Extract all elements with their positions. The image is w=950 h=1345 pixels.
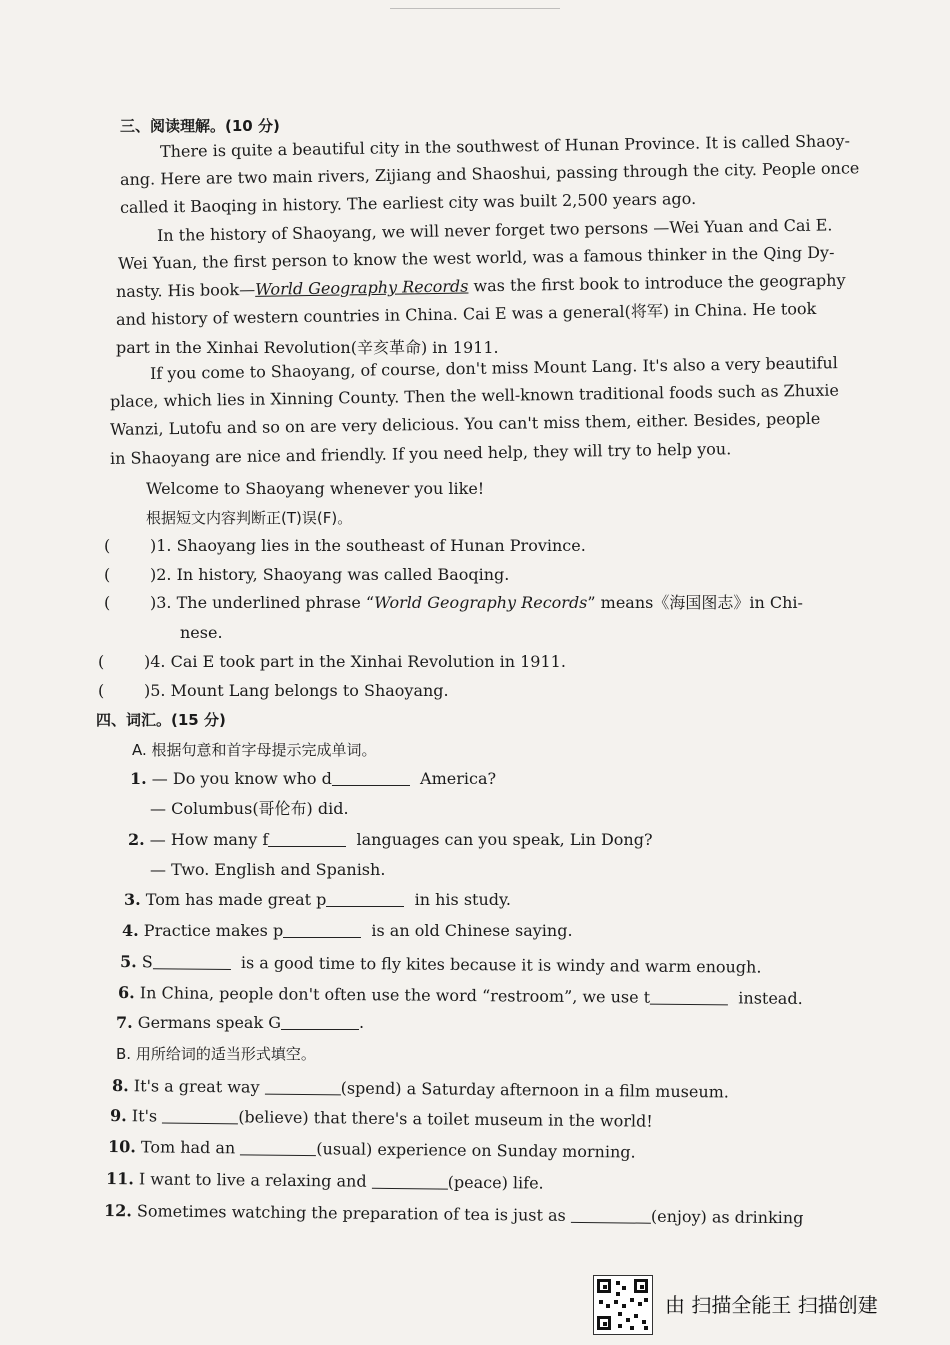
tf-question-3-text-c: ” means《海国图志》in Chi- bbox=[587, 593, 803, 612]
item-number: 8. bbox=[111, 1076, 129, 1096]
item-text-end: . bbox=[359, 1013, 365, 1032]
vocab-item-9 bbox=[110, 1106, 653, 1132]
answer-paren[interactable]: ( bbox=[104, 536, 111, 555]
tf-question-1-text: )1. Shaoyang lies in the southeast of Hunan Province. bbox=[150, 536, 586, 555]
vocab-item-12 bbox=[104, 1201, 804, 1228]
tf-question-2-text: )2. In history, Shaoyang was called Baoqing. bbox=[150, 565, 510, 584]
answer-blank[interactable] bbox=[332, 769, 410, 786]
underlined-book-title: World Geography Records bbox=[254, 276, 469, 299]
reading-p2-line3-a: nasty. His book— bbox=[115, 279, 256, 301]
reading-p1-line1: There is quite a beautiful city in the southwest of Hunan Province. It is called Shaoy- bbox=[159, 131, 851, 161]
item-text: Tom has made great p bbox=[145, 890, 327, 909]
item-text: It's bbox=[131, 1106, 158, 1126]
item-text-end: instead. bbox=[738, 988, 803, 1008]
item-number: 9. bbox=[109, 1106, 127, 1126]
item-number: 1. bbox=[130, 769, 147, 788]
tf-question-3-cont: nese. bbox=[180, 623, 223, 642]
item-text: Germans speak G bbox=[137, 1013, 282, 1032]
item-number: 2. bbox=[128, 830, 145, 849]
item-text: I want to live a relaxing and bbox=[138, 1169, 367, 1191]
item-text: S bbox=[141, 952, 153, 972]
vocab-item-1b: — Columbus(哥伦布) did. bbox=[150, 799, 349, 818]
answer-blank[interactable] bbox=[372, 1172, 448, 1190]
item-text: — Do you know who d bbox=[151, 769, 332, 788]
answer-blank[interactable] bbox=[268, 830, 346, 847]
reading-p2-line1: In the history of Shaoyang, we will never forget two persons —Wei Yuan and Cai E. bbox=[156, 215, 833, 245]
tf-question-5 bbox=[98, 681, 449, 701]
item-text-end: is an old Chinese saying. bbox=[371, 921, 573, 940]
reading-p1-line3: called it Baoqing in history. The earliest city was built 2,500 years ago. bbox=[119, 188, 697, 217]
tf-question-4-text: )4. Cai E took part in the Xinhai Revolution in 1911. bbox=[144, 652, 566, 671]
vocab-item-5 bbox=[120, 952, 762, 978]
item-text-end: languages can you speak, Lin Dong? bbox=[356, 830, 653, 849]
vocab-item-8 bbox=[112, 1076, 729, 1102]
answer-blank[interactable] bbox=[153, 952, 231, 970]
item-text-end: (usual) experience on Sunday morning. bbox=[316, 1139, 636, 1162]
vocab-item-2b: — Two. English and Spanish. bbox=[150, 860, 386, 879]
reading-p3-line3: Wanzi, Lutofu and so on are very delicious. You can't miss them, either. Besides, people bbox=[109, 408, 821, 439]
item-text: Tom had an bbox=[140, 1137, 236, 1158]
reading-p2-line3-c: was the first book to introduce the geography bbox=[468, 270, 846, 296]
answer-blank[interactable] bbox=[240, 1138, 316, 1156]
item-text: Practice makes p bbox=[143, 921, 284, 940]
vocab-item-1a bbox=[130, 769, 496, 789]
vocab-part-b: B. 用所给词的适当形式填空。 bbox=[116, 1045, 316, 1063]
answer-blank[interactable] bbox=[571, 1206, 651, 1224]
answer-paren[interactable]: ( bbox=[104, 593, 111, 612]
reading-heading: 三、阅读理解。(10 分) bbox=[120, 117, 280, 135]
tf-question-4 bbox=[98, 652, 566, 672]
item-text: It's a great way bbox=[133, 1076, 260, 1097]
reading-instruction: 根据短文内容判断正(T)误(F)。 bbox=[146, 509, 353, 527]
item-text-end: (peace) life. bbox=[447, 1172, 544, 1193]
item-text: In China, people don't often use the word “restroom”, we use t bbox=[139, 983, 651, 1007]
tf-question-3-phrase: World Geography Records bbox=[374, 593, 588, 612]
vocab-item-7 bbox=[116, 1013, 364, 1033]
reading-p2-line3 bbox=[116, 271, 846, 302]
reading-p3-line4: in Shaoyang are nice and friendly. If you need help, they will try to help you. bbox=[109, 439, 732, 468]
answer-blank[interactable] bbox=[265, 1078, 341, 1096]
reading-p2-line2: Wei Yuan, the first person to know the west world, was a famous thinker in the Qing Dy- bbox=[117, 242, 835, 273]
tf-question-5-text: )5. Mount Lang belongs to Shaoyang. bbox=[144, 681, 449, 700]
answer-paren[interactable]: ( bbox=[98, 652, 105, 671]
item-text: Sometimes watching the preparation of tea is just as bbox=[136, 1201, 566, 1225]
answer-paren[interactable]: ( bbox=[98, 681, 105, 700]
reading-p2-line4: and history of western countries in China. Cai E was a general(将军) in China. He took bbox=[115, 299, 817, 329]
tf-question-3-text-a: )3. The underlined phrase “ bbox=[150, 593, 375, 612]
reading-p3-line2: place, which lies in Xinning County. Then the well-known traditional foods such as Zhuxie bbox=[109, 380, 840, 411]
item-text-end: (believe) that there's a toilet museum in the world! bbox=[238, 1107, 653, 1131]
item-number: 3. bbox=[124, 890, 141, 909]
item-text-end: America? bbox=[420, 769, 497, 788]
top-rule bbox=[390, 8, 560, 9]
tf-question-2 bbox=[104, 565, 509, 585]
item-text-end: in his study. bbox=[414, 890, 512, 909]
item-number: 10. bbox=[107, 1137, 136, 1157]
tf-question-3 bbox=[104, 593, 803, 613]
answer-blank[interactable] bbox=[283, 921, 361, 938]
answer-blank[interactable] bbox=[162, 1107, 238, 1125]
tf-question-1 bbox=[104, 536, 586, 556]
reading-p3-line1: If you come to Shaoyang, of course, don't miss Mount Lang. It's also a very beautiful bbox=[149, 353, 838, 383]
vocab-item-11 bbox=[106, 1169, 544, 1194]
answer-blank[interactable] bbox=[326, 890, 404, 907]
qr-code-icon bbox=[593, 1275, 653, 1335]
vocab-item-10 bbox=[108, 1137, 636, 1163]
item-number: 4. bbox=[122, 921, 139, 940]
vocab-heading: 四、词汇。(15 分) bbox=[96, 711, 226, 729]
vocab-part-a: A. 根据句意和首字母提示完成单词。 bbox=[132, 741, 377, 759]
reading-p2-line5: part in the Xinhai Revolution(辛亥革命) in 1911. bbox=[116, 338, 499, 357]
answer-blank[interactable] bbox=[650, 988, 728, 1006]
item-number: 7. bbox=[116, 1013, 133, 1032]
item-number: 11. bbox=[105, 1169, 134, 1189]
vocab-item-4 bbox=[122, 921, 573, 941]
reading-p1-line2: ang. Here are two main rivers, Zijiang and Shaoshui, passing through the city. People once bbox=[119, 158, 860, 189]
answer-paren[interactable]: ( bbox=[104, 565, 111, 584]
item-text-end: (enjoy) as drinking bbox=[650, 1206, 804, 1228]
vocab-item-3 bbox=[124, 890, 511, 910]
item-number: 12. bbox=[103, 1201, 132, 1221]
item-number: 5. bbox=[119, 952, 137, 972]
item-number: 6. bbox=[117, 983, 135, 1003]
item-text: — How many f bbox=[149, 830, 269, 849]
vocab-item-6 bbox=[118, 983, 803, 1009]
answer-blank[interactable] bbox=[281, 1013, 359, 1030]
scanner-watermark: 由 扫描全能王 扫描创建 bbox=[665, 1293, 878, 1317]
item-text-end: (spend) a Saturday afternoon in a film museum. bbox=[340, 1078, 730, 1102]
reading-p4: Welcome to Shaoyang whenever you like! bbox=[146, 479, 485, 498]
item-text-end: is a good time to fly kites because it is windy and warm enough. bbox=[240, 953, 762, 977]
vocab-item-2a bbox=[128, 830, 653, 850]
